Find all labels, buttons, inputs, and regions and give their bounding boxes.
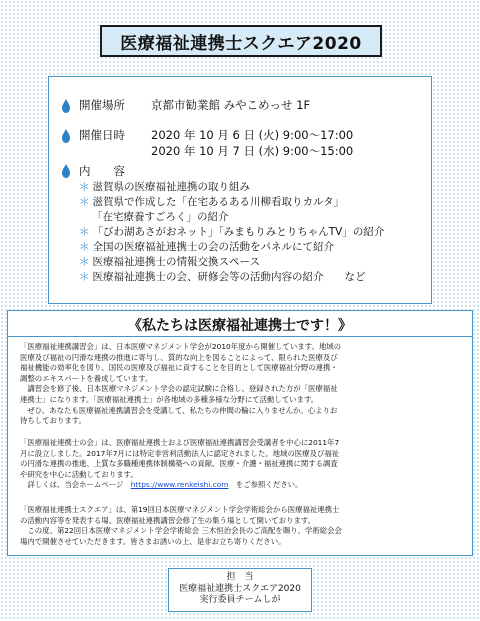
venue-value: 京都市勧業館 みやこめっせ 1F [151,98,311,112]
divider [8,336,472,337]
homepage-link[interactable]: https://www.renkeishi.com [130,480,229,490]
asterisk-icon: ＊ [79,241,90,253]
shiga-map-icon [61,164,71,178]
list-item: ＊ 医療福祉連携士の情報交換スペース [79,256,260,268]
list-item: ＊ 全国の医療福祉連携士の会の活動をパネルにて紹介 [79,241,334,253]
page-title: 医療福祉連携士スクエア2020 [100,25,382,57]
contact-label: 担 当 [226,572,254,582]
date-line-2: 2020 年 10 月 7 日 (水) 9:00～15:00 [151,144,354,158]
venue-label: 開催場所 [79,98,125,112]
dates-row [79,127,353,143]
about-paragraph-2: 「医療福祉連携士の会」は、医療福祉連携士および医療福祉連携講習会受講者を中心に2011年7 月に設立しました。2017年7月には特定非営利活動法人に認定されました。地域の医療及び福祉 の円滑な連携の推進、上質な多職種連携体制構築への貢献、医療・介護・福祉連携に関する調査 や研究を中心に活動しております。 詳しくは、当会ホームページ https://www.renkeishi.com をご参照ください。 [20,438,340,490]
list-item: ＊ 「びわ湖あさがおネット」「みまもりみとりちゃんTV」の紹介 [79,226,385,238]
event-info-box [48,76,432,304]
list-item: 「在宅療養すごろく」の紹介 [92,211,229,223]
list-item: ＊ 滋賀県の医療福祉連携の取り組み [79,181,250,193]
about-box [7,310,473,556]
contact-box [168,568,312,612]
about-paragraph-1: 「医療福祉連携講習会」は、日本医療マネジメント学会が2010年度から開催しています。地域の 医療及び福祉の円滑な連携の推進に寄与し、質的な向上を図ることによって、限られた医療及び 福祉機能の効率化を図り、国民の医療及び福祉に貢することを目的として医療福祉分野の連携・ 調整のエキスパートを養成しています。 講習会を修了後、日本医療マネジメント学会の認定試験に合格し、登録された方が「医療福祉 連携士」になります。「医療福祉連携士」が各地域の多種多様な分野にて活動しています。 ぜひ、あなたも医療福祉連携講習会を受講して、私たちの仲間の輪に入りませんか。心よりお 待ちしております。 [20,342,342,426]
about-paragraph-3: 「医療福祉連携士スクエア」は、第19回日本医療マネジメント学会学術総会から医療福祉連携士 の活動内容等を発表する場、医療福祉連携講習会修了生の集う場として開いております。 この度、第22回日本医療マネジメント学会学術総会 三木恒治会長のご高配を賜り、学術総会会 場内で開催させていただきます。皆さまお誘いの上、是非お立ち寄りください。 [20,505,342,546]
homepage-text: 詳しくは、当会ホームページ [20,480,131,490]
asterisk-icon: ＊ [79,256,90,268]
contact-team: 実行委員チームしが [199,595,281,605]
list-item: ＊ 医療福祉連携士の会、研修会等の活動内容の紹介 など [79,271,366,283]
asterisk-icon: ＊ [79,271,90,283]
contact-org: 医療福祉連携士スクエア2020 [179,583,301,594]
content-label: 内 容 [79,164,125,178]
shiga-map-icon [61,99,71,113]
date-line-1: 2020 年 10 月 6 日 (火) 9:00～17:00 [151,128,354,142]
about-heading: 《私たちは医療福祉連携士です！》 [128,318,352,334]
dates-label: 開催日時 [79,128,125,142]
asterisk-icon: ＊ [79,181,90,193]
venue-row [79,97,310,113]
shiga-map-icon [61,129,71,143]
content-list [79,180,384,285]
list-item: ＊ 滋賀県で作成した「在宅あるある川柳看取りカルタ」 [79,196,345,208]
asterisk-icon: ＊ [79,196,90,208]
asterisk-icon: ＊ [79,226,90,238]
